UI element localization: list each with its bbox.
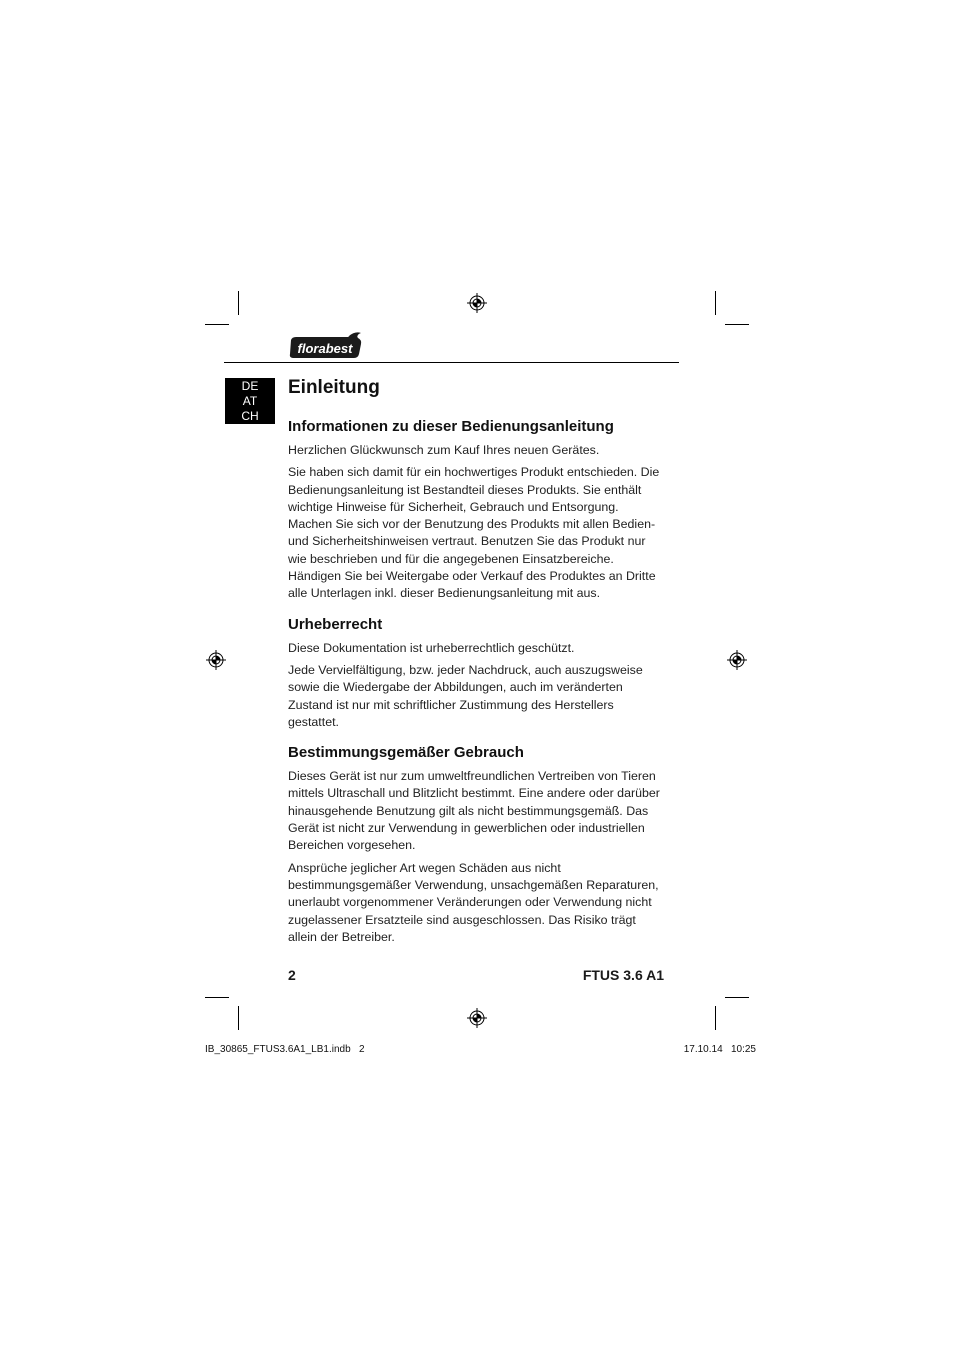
paragraph: Ansprüche jeglicher Art wegen Schäden aus nicht bestimmungsgemäßer Verwendung, unsachgemäßen Reparaturen, unerlaubt vorgenommener Veränderungen oder Verwendung nicht zugelassener Ersatzteile sind ausgeschlossen. Das Risiko trägt allein der Betreiber. xyxy=(288,860,659,944)
paragraph: Diese Dokumentation ist urheberrechtlich geschützt. xyxy=(288,640,575,655)
registration-mark-icon xyxy=(467,1008,487,1028)
language-code: CH xyxy=(241,409,259,423)
section-heading: Informationen zu dieser Bedienungsanleitung xyxy=(288,418,614,435)
florabest-logo xyxy=(288,332,364,360)
paragraph: Herzlichen Glückwunsch zum Kauf Ihres neuen Gerätes. xyxy=(288,443,600,457)
section-info xyxy=(288,417,666,603)
crop-mark xyxy=(238,291,239,315)
print-datetime: 17.10.14 10:25 xyxy=(683,1044,756,1055)
registration-mark-icon xyxy=(727,650,747,670)
page-title: Einleitung xyxy=(288,377,380,398)
registration-mark-icon xyxy=(467,293,487,313)
page-number: 2 xyxy=(288,967,296,983)
section-intended-use xyxy=(288,743,666,946)
language-code: AT xyxy=(242,394,258,408)
section-heading: Urheberrecht xyxy=(288,615,383,633)
language-tab xyxy=(225,378,275,424)
registration-mark-icon xyxy=(206,650,226,670)
main-content xyxy=(288,376,666,958)
crop-mark xyxy=(725,997,749,998)
crop-mark xyxy=(205,324,229,325)
crop-mark xyxy=(715,1006,716,1030)
paragraph: Jede Vervielfältigung, bzw. jeder Nachdruck, auch auszugsweise sowie die Wiedergabe der Abbildungen, auch im veränderten Zustand ist nur mit schriftlicher Zustimmung des Herstellers gestattet. xyxy=(288,662,643,729)
crop-mark xyxy=(725,324,749,325)
crop-mark xyxy=(715,291,716,315)
paragraph: Sie haben sich damit für ein hochwertiges Produkt entschieden. Die Bedienungsanleitung ist Bestandteil dieses Produkts. Sie enthält wichtige Hinweise für Sicherheit, Gebrauch und Entsorgung. Machen Sie sich vor der Benutzung des Produkts mit allen Bedien- und Sicherheitshinweisen vertraut. Benutzen Sie das Produkt nur wie beschrieben und für die angegebenen Einsatzbereiche. Händigen Sie bei Weitergabe oder Verkauf des Produktes an Dritte alle Unterlagen inkl. dieser Bedienungsanleitung mit aus. xyxy=(288,465,660,601)
header-rule xyxy=(224,362,679,363)
crop-mark xyxy=(205,997,229,998)
paragraph: Dieses Gerät ist nur zum umweltfreundlichen Vertreiben von Tieren mittels Ultraschall und Blitzlicht bestimmt. Eine andere oder darüber hinausgehende Benutzung gilt als nicht bestimmungsgemäß. Das Gerät ist nicht zur Verwendung in gewerblichen oder industriellen Bereichen vorgesehen. xyxy=(288,769,660,853)
section-heading: Bestimmungsgemäßer Gebrauch xyxy=(288,744,524,762)
print-file-name: IB_30865_FTUS3.6A1_LB1.indb 2 xyxy=(205,1044,365,1055)
language-code: DE xyxy=(241,379,259,393)
svg-text:florabest: florabest xyxy=(297,341,353,356)
crop-mark xyxy=(238,1006,239,1030)
model-number: FTUS 3.6 A1 xyxy=(582,967,664,983)
section-copyright xyxy=(288,615,666,731)
